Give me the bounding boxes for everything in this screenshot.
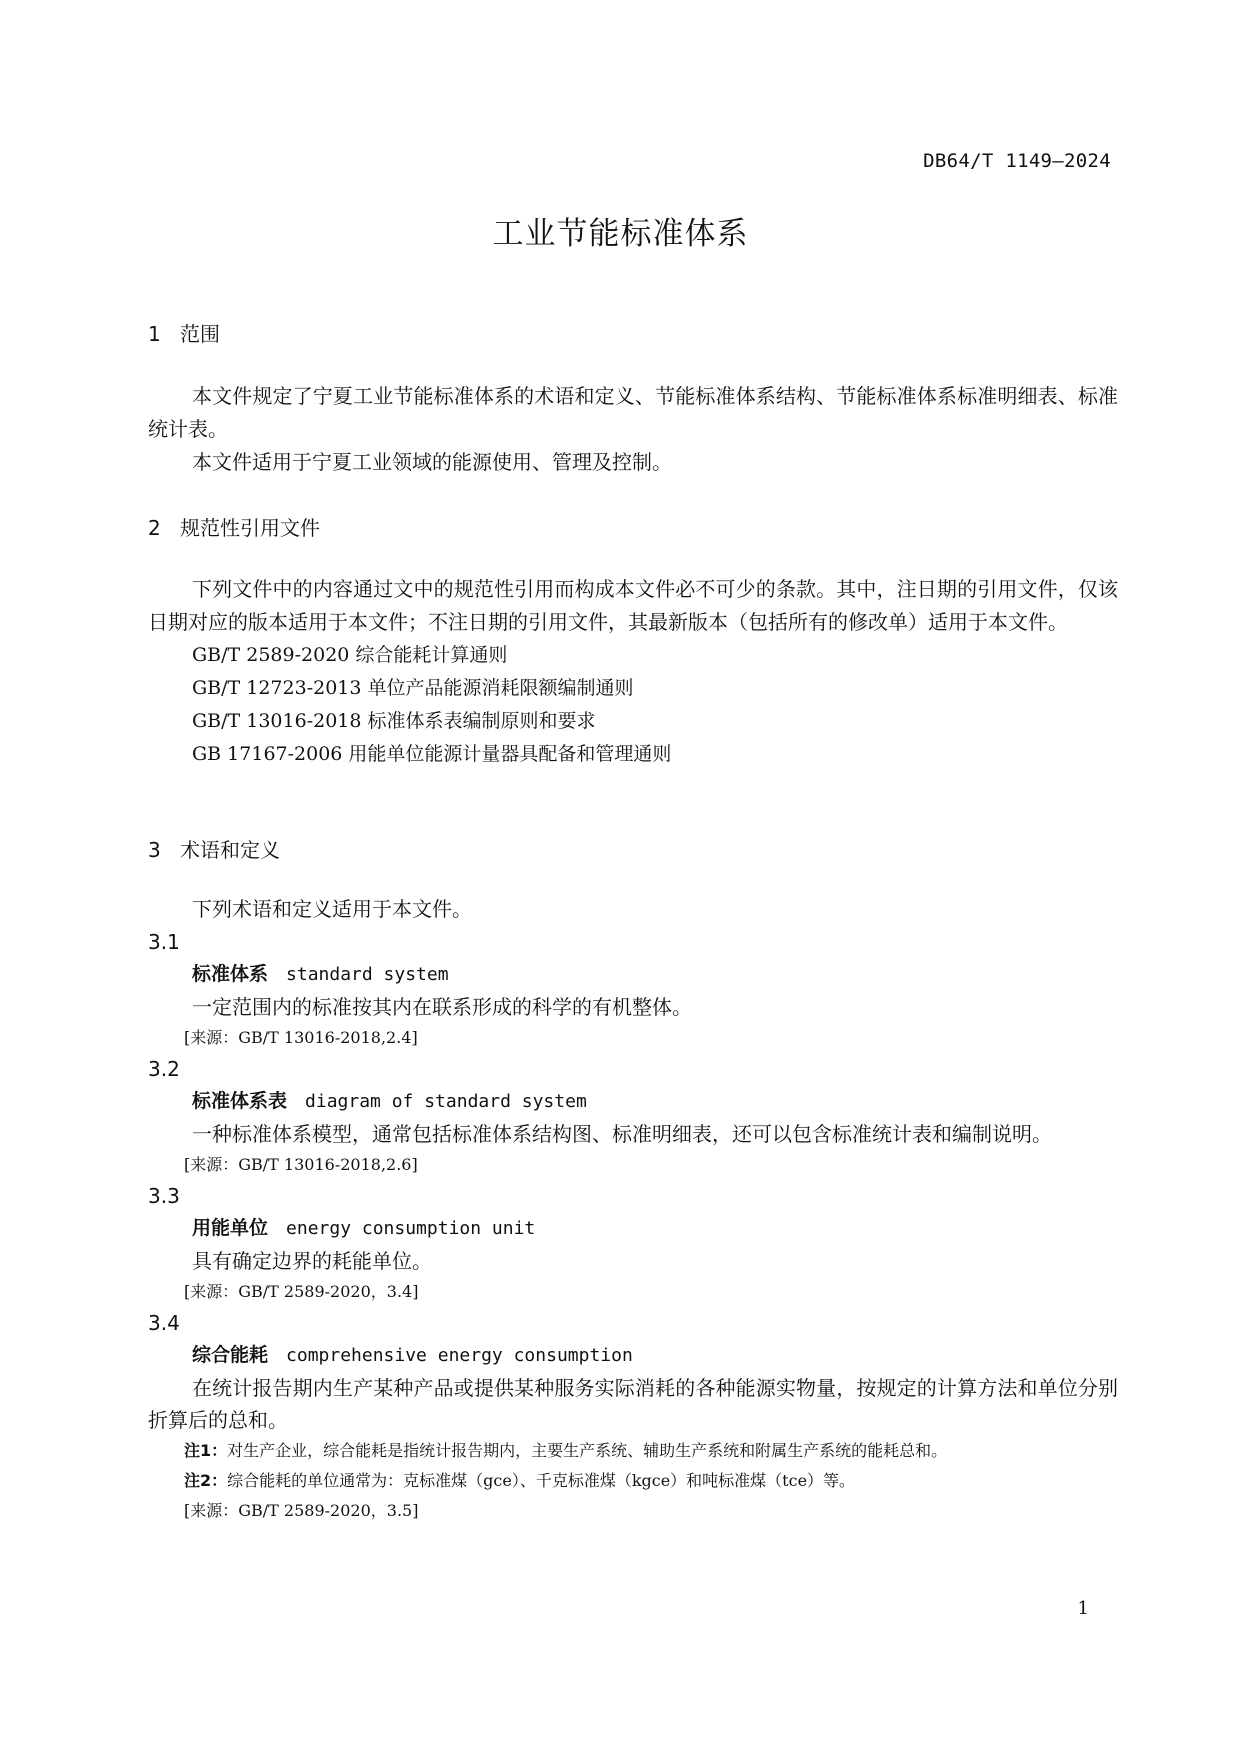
section-heading bbox=[148, 512, 1118, 541]
reference-item: GB/T 12723-2013 单位产品能源消耗限额编制通则 bbox=[192, 677, 634, 699]
term-entry bbox=[148, 1085, 1118, 1118]
terms-body bbox=[148, 893, 1118, 1526]
term-number: 3.1 bbox=[148, 930, 180, 954]
term-english: comprehensive energy consumption bbox=[286, 1345, 633, 1366]
reference-item: GB/T 13016-2018 标准体系表编制原则和要求 bbox=[192, 710, 596, 732]
note-label: 注2： bbox=[184, 1471, 228, 1490]
normative-references-body bbox=[148, 573, 1118, 771]
section-terms bbox=[148, 834, 1118, 863]
term-entry bbox=[148, 958, 1118, 991]
term-note bbox=[148, 1436, 1118, 1466]
section-number: 3 bbox=[148, 838, 161, 862]
term-chinese: 标准体系 bbox=[192, 963, 269, 985]
note-text: 对生产企业，综合能耗是指统计报告期内，主要生产系统、辅助生产系统和附属生产系统的能耗总和。 bbox=[227, 1441, 948, 1460]
section-heading bbox=[148, 834, 1118, 863]
page-number: 1 bbox=[1077, 1598, 1089, 1619]
term-source: [来源：GB/T 13016-2018,2.6] bbox=[184, 1155, 418, 1174]
section-number: 1 bbox=[148, 322, 161, 346]
term-number: 3.3 bbox=[148, 1184, 180, 1208]
section-title: 范围 bbox=[180, 322, 220, 346]
term-definition: 一种标准体系模型，通常包括标准体系结构图、标准明细表，还可以包含标准统计表和编制说明。 bbox=[192, 1122, 1052, 1146]
section-heading bbox=[148, 318, 1118, 347]
scope-body bbox=[148, 380, 1118, 479]
reference-item: GB 17167-2006 用能单位能源计量器具配备和管理通则 bbox=[192, 743, 672, 765]
section-scope bbox=[148, 318, 1118, 347]
term-entry bbox=[148, 1339, 1118, 1372]
term-source: [来源：GB/T 2589-2020，3.5] bbox=[184, 1501, 419, 1520]
reference-item: GB/T 2589-2020 综合能耗计算通则 bbox=[192, 644, 508, 666]
term-source: [来源：GB/T 13016-2018,2.4] bbox=[184, 1028, 418, 1047]
term-source: [来源：GB/T 2589-2020，3.4] bbox=[184, 1282, 419, 1301]
section-title: 术语和定义 bbox=[180, 838, 280, 862]
section-normative-references bbox=[148, 512, 1118, 541]
paragraph: 下列文件中的内容通过文中的规范性引用而构成本文件必不可少的条款。其中，注日期的引用文件，仅该日期对应的版本适用于本文件；不注日期的引用文件，其最新版本（包括所有的修改单）适用于本文件。 bbox=[148, 577, 1118, 634]
note-text: 综合能耗的单位通常为：克标准煤（gce）、千克标准煤（kgce）和吨标准煤（tce）等。 bbox=[227, 1471, 856, 1490]
term-english: diagram of standard system bbox=[305, 1091, 587, 1112]
term-english: energy consumption unit bbox=[286, 1218, 536, 1239]
section-number: 2 bbox=[148, 516, 161, 540]
term-definition: 具有确定边界的耗能单位。 bbox=[192, 1249, 432, 1273]
term-entry bbox=[148, 1212, 1118, 1245]
note-label: 注1： bbox=[184, 1441, 228, 1460]
section-title: 规范性引用文件 bbox=[180, 516, 320, 540]
document-title: 工业节能标准体系 bbox=[492, 216, 749, 252]
term-chinese: 综合能耗 bbox=[192, 1344, 269, 1366]
terms-intro: 下列术语和定义适用于本文件。 bbox=[192, 897, 472, 921]
term-english: standard system bbox=[286, 964, 449, 985]
paragraph: 本文件适用于宁夏工业领域的能源使用、管理及控制。 bbox=[192, 450, 672, 474]
term-definition: 一定范围内的标准按其内在联系形成的科学的有机整体。 bbox=[192, 995, 692, 1019]
term-chinese: 标准体系表 bbox=[192, 1090, 288, 1112]
paragraph: 本文件规定了宁夏工业节能标准体系的术语和定义、节能标准体系结构、节能标准体系标准明细表、标准统计表。 bbox=[148, 384, 1118, 441]
term-number: 3.4 bbox=[148, 1311, 180, 1335]
document-code: DB64/T 1149—2024 bbox=[923, 150, 1111, 172]
term-number: 3.2 bbox=[148, 1057, 180, 1081]
term-chinese: 用能单位 bbox=[192, 1217, 269, 1239]
term-definition: 在统计报告期内生产某种产品或提供某种服务实际消耗的各种能源实物量，按规定的计算方法和单位分别折算后的总和。 bbox=[148, 1376, 1118, 1432]
term-note bbox=[148, 1466, 1118, 1496]
